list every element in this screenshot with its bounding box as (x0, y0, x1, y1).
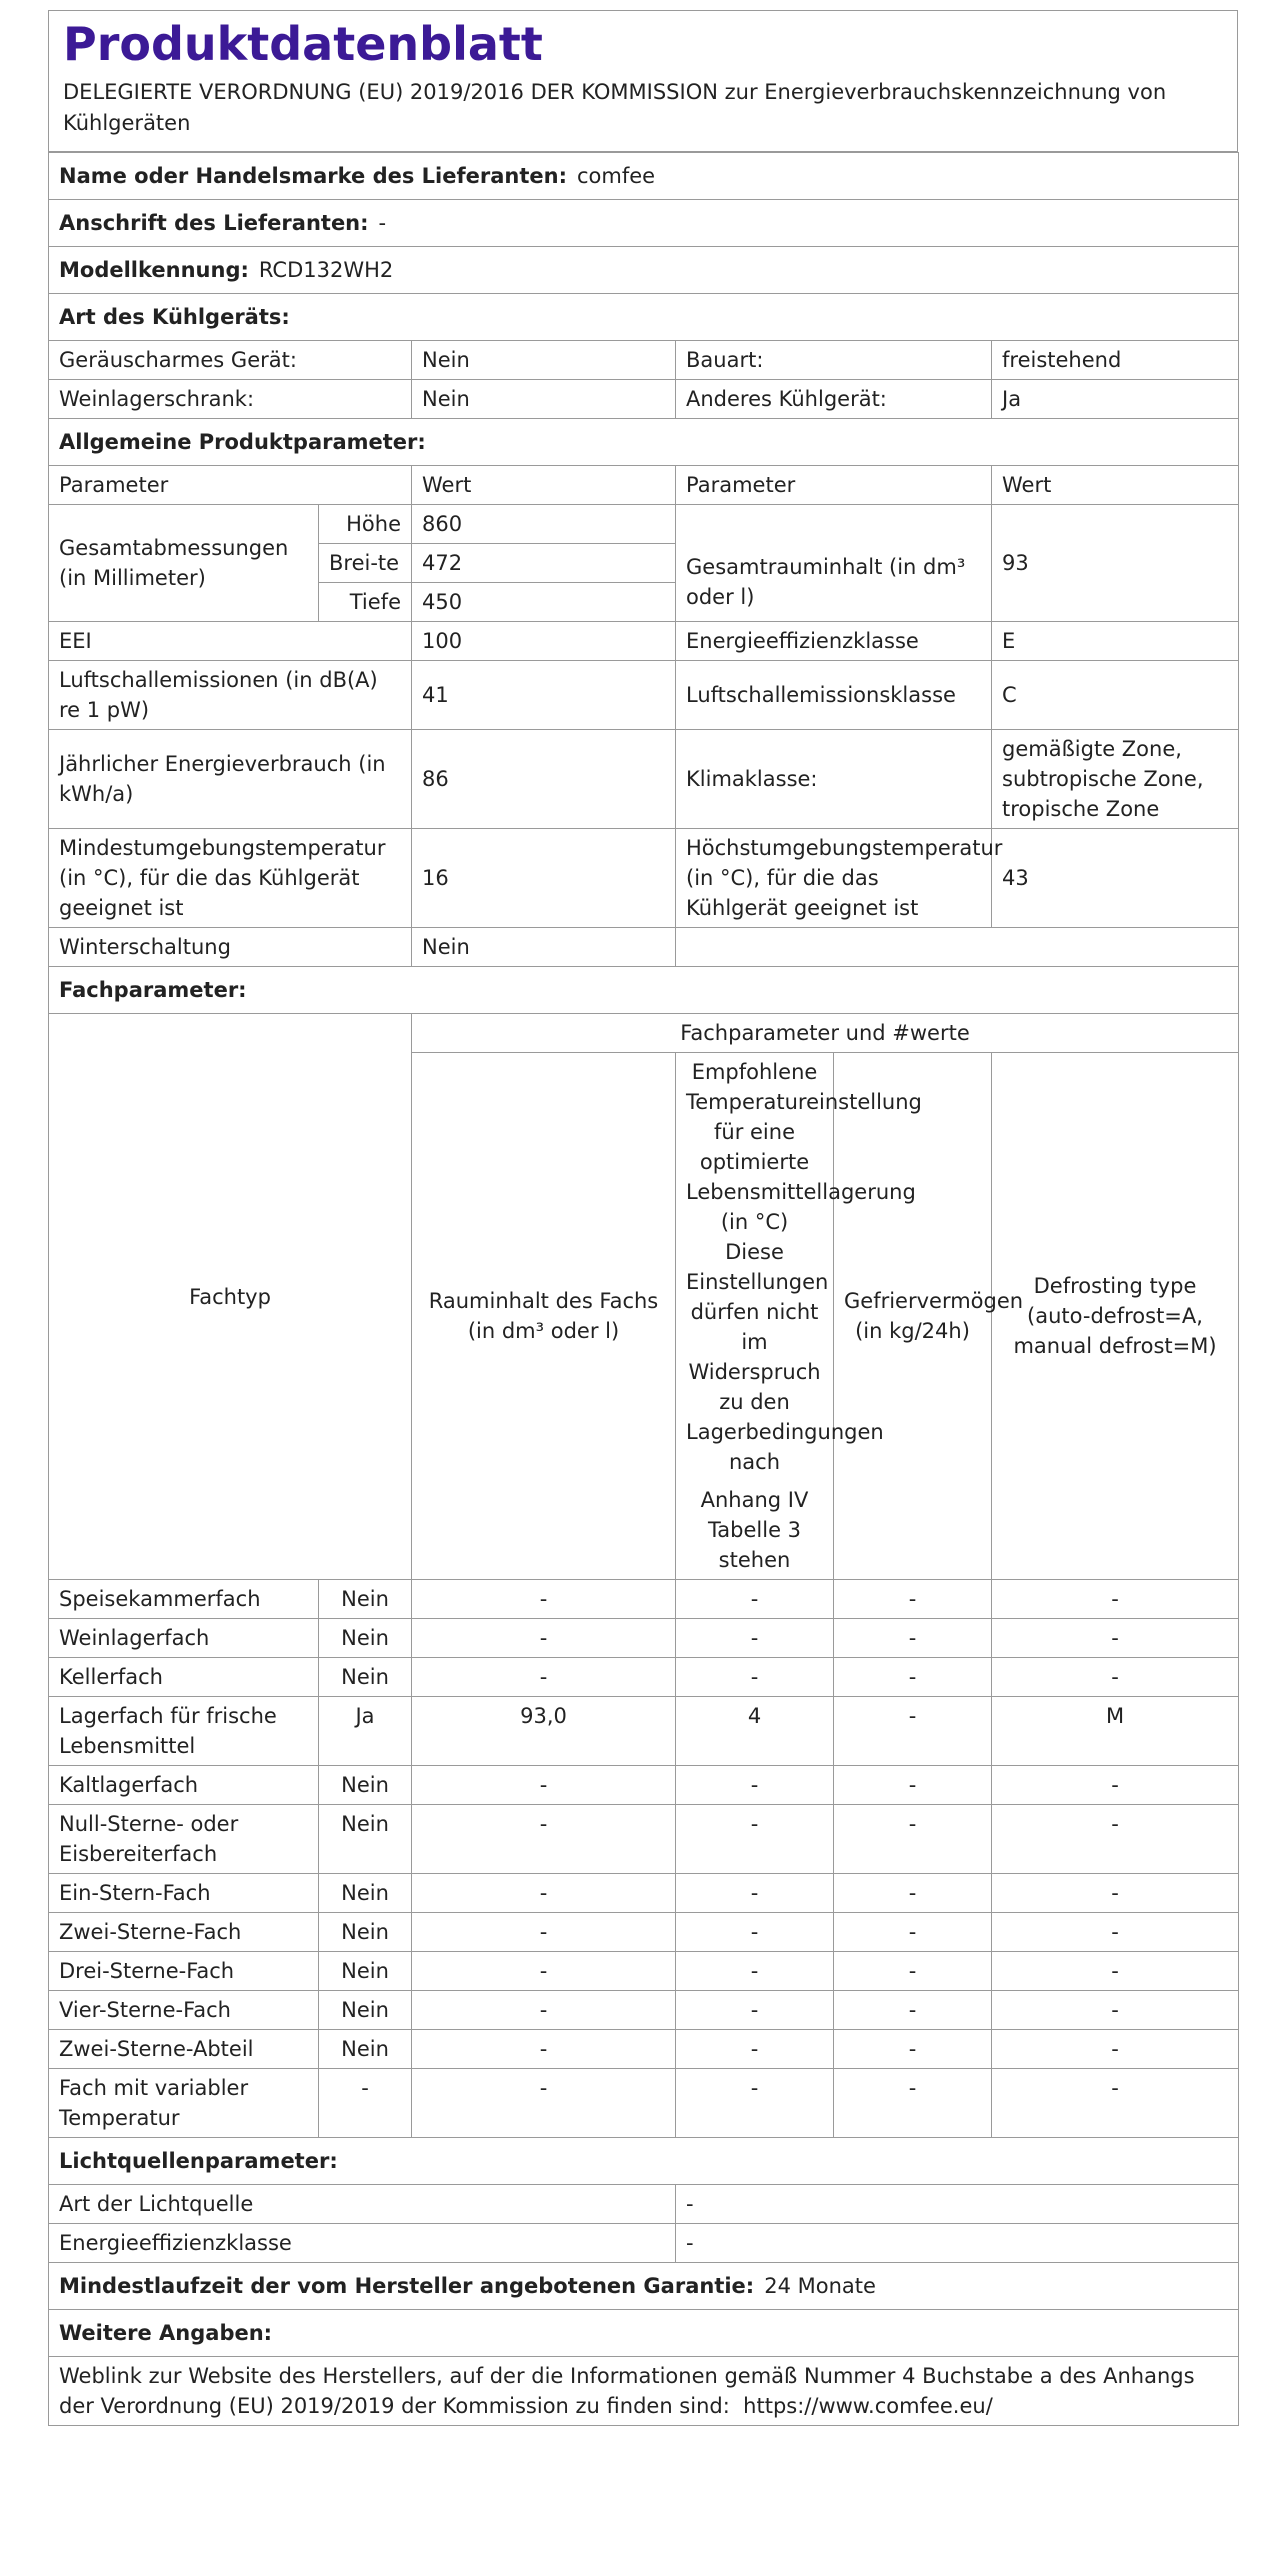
light-class-label: Energieeffizienzklasse (49, 2224, 676, 2263)
compartment-freeze: - (834, 1805, 992, 1874)
temp-header (676, 1053, 922, 1482)
wine-value: Nein (412, 380, 676, 419)
compartment-present: Nein (319, 1913, 412, 1952)
warranty-value: 24 Monate (764, 2274, 876, 2298)
depth-label: Tiefe (319, 583, 412, 622)
compartment-volume: - (412, 1952, 676, 1991)
compartment-freeze: - (834, 2030, 992, 2069)
volume-header: Rauminhalt des Fachs (in dm³ oder l) (412, 1053, 676, 1580)
compartment-volume: 93,0 (412, 1697, 676, 1766)
compartment-defrost: - (992, 1619, 1239, 1658)
compartment-defrost: M (992, 1697, 1239, 1766)
table-row (49, 1952, 1239, 1991)
noise-row (49, 661, 1239, 730)
compartment-temp: - (676, 1766, 834, 1805)
blank-cell (676, 505, 992, 544)
compartment-volume: - (412, 2069, 676, 2138)
table-row (49, 1913, 1239, 1952)
compartment-defrost: - (992, 1766, 1239, 1805)
winter-value: Nein (412, 928, 676, 967)
supplier-address-label: Anschrift des Lieferanten: (59, 211, 369, 235)
eei-value: 100 (412, 622, 676, 661)
compartment-type: Zwei-Sterne-Abteil (49, 2030, 319, 2069)
compartment-present: Nein (319, 1619, 412, 1658)
device-type-row-2 (49, 380, 1239, 419)
volume-label: Gesamtrauminhalt (in dm³ oder l) (676, 544, 992, 622)
compartment-present: Nein (319, 1952, 412, 1991)
compartment-present: Ja (319, 1697, 412, 1766)
quiet-label: Geräuscharmes Gerät: (49, 341, 412, 380)
compartment-type: Zwei-Sterne-Fach (49, 1913, 319, 1952)
winter-row (49, 928, 1239, 967)
compartment-volume: - (412, 1580, 676, 1619)
eei-row (49, 622, 1239, 661)
compartment-temp: - (676, 1805, 834, 1874)
compartments-group-header (49, 1014, 1239, 1053)
model-row (49, 247, 1239, 294)
product-data-sheet (48, 10, 1238, 2426)
compartment-temp: 4 (676, 1697, 834, 1766)
table-row (49, 1991, 1239, 2030)
compartment-volume: - (412, 1805, 676, 1874)
supplier-name-label: Name oder Handelsmarke des Lieferanten: (59, 164, 567, 188)
light-class-value: - (676, 2224, 1239, 2263)
compartment-temp: - (676, 1619, 834, 1658)
compartment-type: Speisekammerfach (49, 1580, 319, 1619)
wine-label: Weinlagerschrank: (49, 380, 412, 419)
max-temp-value: 43 (992, 829, 1239, 928)
general-heading: Allgemeine Produktparameter: (49, 419, 1239, 466)
eei-label: EEI (49, 622, 412, 661)
compartment-defrost: - (992, 2030, 1239, 2069)
light-type-value: - (676, 2185, 1239, 2224)
consumption-row (49, 730, 1239, 829)
compartment-temp: - (676, 2069, 834, 2138)
compartment-type: Kellerfach (49, 1658, 319, 1697)
col-param: Parameter (49, 466, 412, 505)
compartment-freeze: - (834, 1766, 992, 1805)
col-param-2: Parameter (676, 466, 992, 505)
height-value: 860 (412, 505, 676, 544)
width-value: 472 (412, 544, 676, 583)
light-heading: Lichtquellenparameter: (49, 2138, 1239, 2185)
compartment-type: Weinlagerfach (49, 1619, 319, 1658)
depth-value: 450 (412, 583, 676, 622)
winter-label: Winterschaltung (49, 928, 412, 967)
light-type-label: Art der Lichtquelle (49, 2185, 676, 2224)
compartment-volume: - (412, 2030, 676, 2069)
warranty-row (49, 2263, 1239, 2310)
light-class-row (49, 2224, 1239, 2263)
volume-value: 93 (992, 505, 1239, 622)
compartment-temp: - (676, 2030, 834, 2069)
compartment-volume: - (412, 1991, 676, 2030)
compartment-temp: - (676, 1658, 834, 1697)
freeze-header: Gefriervermögen (in kg/24h) (834, 1053, 992, 1580)
main-table (48, 152, 1239, 2426)
temp-header-a: Empfohlene Temperatureinstellung für eine optimierte Lebensmittellagerung (in °C) (686, 1060, 922, 1234)
dims-row-height (49, 505, 1239, 544)
group-header: Fachparameter und #werte (412, 1014, 1239, 1053)
compartment-defrost: - (992, 1952, 1239, 1991)
compartment-defrost: - (992, 2069, 1239, 2138)
compartment-freeze: - (834, 1991, 992, 2030)
table-row (49, 1766, 1239, 1805)
compartment-freeze: - (834, 1913, 992, 1952)
compartment-defrost: - (992, 1913, 1239, 1952)
supplier-name-value: comfee (576, 164, 656, 188)
table-row (49, 2069, 1239, 2138)
general-header-row (49, 466, 1239, 505)
compartment-present: Nein (319, 1580, 412, 1619)
max-temp-label: Höchstumgebungstemperatur (in °C), für die das Kühlgerät geeignet ist (676, 829, 992, 928)
manufacturer-link[interactable]: https://www.comfee.eu/ (743, 2394, 993, 2418)
noise-class-label: Luftschallemissionsklasse (676, 661, 992, 730)
compartment-present: Nein (319, 2030, 412, 2069)
consumption-label: Jährlicher Energieverbrauch (in kWh/a) (49, 730, 412, 829)
compartment-freeze: - (834, 1874, 992, 1913)
col-value: Wert (412, 466, 676, 505)
compartment-defrost: - (992, 1991, 1239, 2030)
regulation-subtitle: DELEGIERTE VERORDNUNG (EU) 2019/2016 DER KOMMISSION zur Energieverbrauchskennzeichnung von Kühlgeräten (63, 80, 1167, 135)
col-value-2: Wert (992, 466, 1239, 505)
model-value: RCD132WH2 (258, 258, 394, 282)
compartment-present: Nein (319, 1991, 412, 2030)
compartment-volume: - (412, 1874, 676, 1913)
table-row (49, 1619, 1239, 1658)
compartment-defrost: - (992, 1658, 1239, 1697)
compartment-freeze: - (834, 1658, 992, 1697)
compartment-type: Ein-Stern-Fach (49, 1874, 319, 1913)
noise-label: Luftschallemissionen (in dB(A) re 1 pW) (49, 661, 412, 730)
compartment-defrost: - (992, 1874, 1239, 1913)
defrost-header: Defrosting type (auto-defrost=A, manual defrost=M) (992, 1053, 1239, 1580)
sheet-header (48, 10, 1238, 152)
warranty-label: Mindestlaufzeit der vom Hersteller angebotenen Garantie: (59, 2274, 755, 2298)
min-temp-value: 16 (412, 829, 676, 928)
blank-cell (676, 928, 1239, 967)
compartment-volume: - (412, 1619, 676, 1658)
model-label: Modellkennung: (59, 258, 249, 282)
compartments-heading: Fachparameter: (49, 967, 1239, 1014)
compartment-present: Nein (319, 1766, 412, 1805)
compartment-type: Drei-Sterne-Fach (49, 1952, 319, 1991)
more-row (49, 2357, 1239, 2426)
temp-header-c: Anhang IV Tabelle 3 stehen (676, 1481, 834, 1580)
eclass-label: Energieeffizienzklasse (676, 622, 992, 661)
type-header: Fachtyp (49, 1014, 412, 1580)
compartment-present: - (319, 2069, 412, 2138)
height-label: Höhe (319, 505, 412, 544)
min-temp-label: Mindestumgebungstemperatur (in °C), für die das Kühlgerät geeignet ist (49, 829, 412, 928)
other-label: Anderes Kühlgerät: (676, 380, 992, 419)
compartment-volume: - (412, 1766, 676, 1805)
compartment-freeze: - (834, 1619, 992, 1658)
width-label: Brei-te (319, 544, 412, 583)
supplier-name-row (49, 153, 1239, 200)
table-row (49, 1697, 1239, 1766)
compartment-type: Null-Sterne- oder Eisbereiterfach (49, 1805, 319, 1874)
compartment-present: Nein (319, 1805, 412, 1874)
consumption-value: 86 (412, 730, 676, 829)
climate-value: gemäßigte Zone, subtropische Zone, tropische Zone (992, 730, 1239, 829)
noise-value: 41 (412, 661, 676, 730)
temp-row (49, 829, 1239, 928)
table-row (49, 1805, 1239, 1874)
compartment-freeze: - (834, 1580, 992, 1619)
light-type-row (49, 2185, 1239, 2224)
temp-header-b: Diese Einstellungen dürfen nicht im Widerspruch zu den Lagerbedingungen nach (686, 1240, 884, 1474)
compartment-temp: - (676, 1991, 834, 2030)
supplier-address-row (49, 200, 1239, 247)
compartment-type: Lagerfach für frische Lebensmittel (49, 1697, 319, 1766)
quiet-value: Nein (412, 341, 676, 380)
compartment-volume: - (412, 1658, 676, 1697)
build-value: freistehend (992, 341, 1239, 380)
build-label: Bauart: (676, 341, 992, 380)
table-row (49, 2030, 1239, 2069)
device-type-row-1 (49, 341, 1239, 380)
table-row (49, 1580, 1239, 1619)
noise-class-value: C (992, 661, 1239, 730)
compartment-present: Nein (319, 1658, 412, 1697)
supplier-address-value: - (378, 211, 387, 235)
compartment-defrost: - (992, 1580, 1239, 1619)
more-heading: Weitere Angaben: (49, 2310, 1239, 2357)
compartment-temp: - (676, 1874, 834, 1913)
page-title: Produktdatenblatt (63, 17, 543, 71)
compartment-temp: - (676, 1913, 834, 1952)
compartment-freeze: - (834, 2069, 992, 2138)
compartment-type: Fach mit variabler Temperatur (49, 2069, 319, 2138)
compartment-temp: - (676, 1580, 834, 1619)
device-type-heading: Art des Kühlgeräts: (49, 294, 1239, 341)
eclass-value: E (992, 622, 1239, 661)
compartments-body (49, 1580, 1239, 2138)
compartment-freeze: - (834, 1697, 992, 1766)
compartment-type: Kaltlagerfach (49, 1766, 319, 1805)
compartment-defrost: - (992, 1805, 1239, 1874)
more-text: Weblink zur Website des Herstellers, auf der die Informationen gemäß Nummer 4 Buchstabe a des Anhangs der Verordnung (EU) 2019/2019 der Kommission zu finden sind: (59, 2364, 1195, 2418)
table-row (49, 1658, 1239, 1697)
compartment-present: Nein (319, 1874, 412, 1913)
compartment-volume: - (412, 1913, 676, 1952)
climate-label: Klimaklasse: (676, 730, 992, 829)
other-value: Ja (992, 380, 1239, 419)
compartment-type: Vier-Sterne-Fach (49, 1991, 319, 2030)
compartment-temp: - (676, 1952, 834, 1991)
compartment-freeze: - (834, 1952, 992, 1991)
dims-label: Gesamtabmessungen (in Millimeter) (49, 505, 319, 622)
table-row (49, 1874, 1239, 1913)
